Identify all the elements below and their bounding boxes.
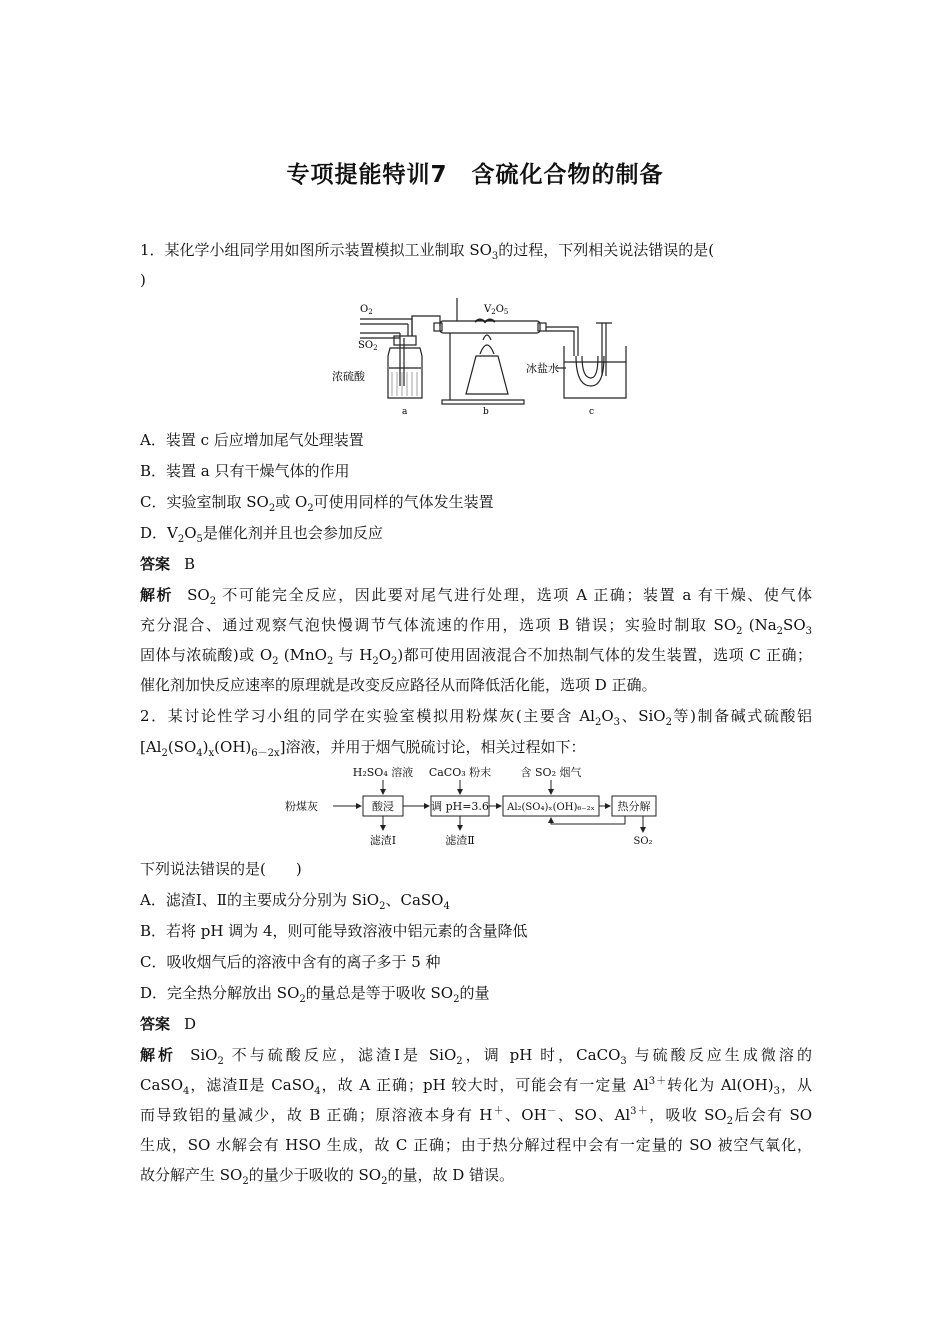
svg-text:冰盐水: 冰盐水: [526, 362, 559, 375]
q2-answer: 答案 D: [140, 1015, 197, 1033]
svg-text:Al₂(SO₄)ₓ(OH)₆₋₂ₓ: Al₂(SO₄)ₓ(OH)₆₋₂ₓ: [507, 802, 595, 813]
q2-flowchart: [285, 764, 665, 852]
q2-analysis-line5: 故分解产生 $SO_2$的量少于吸收的 $SO_2$的量，故 D 错误。: [140, 1166, 515, 1187]
q1-analysis-line1: 解析 $SO_2$ 不可能完全反应，因此要对尾气进行处理，选项 A 正确；装置 a 有干燥、使气体: [140, 586, 812, 607]
svg-text:含 SO₂ 烟气: 含 SO₂ 烟气: [520, 766, 582, 779]
q1-answer: 答案 B: [140, 555, 196, 573]
q2-option-a: A．滤渣Ⅰ、Ⅱ的主要成分分别为 SiO$_2$、CaSO$_4$: [140, 891, 450, 912]
q1-analysis-line2: 充分混合、通过观察气泡快慢调节气体流速的作用，选项 B 错误；实验时制取 $SO_2$ ($Na_2SO_3$: [140, 616, 812, 637]
q1-apparatus-figure: [330, 296, 630, 418]
svg-text:调 pH=3.6: 调 pH=3.6: [431, 800, 489, 813]
q1-stem-line1: 1．某化学小组同学用如图所示装置模拟工业制取 $SO_3$的过程，下列相关说法错误的是(: [140, 241, 715, 262]
svg-text:滤渣Ⅰ: 滤渣Ⅰ: [369, 834, 397, 847]
q1-option-d: D．$V_2O_5$是催化剂并且也会参加反应: [140, 524, 383, 545]
svg-text:O2: $O_2$: [360, 304, 373, 316]
q2-analysis-line2: CaSO$_4$，滤渣Ⅱ是 CaSO$_4$，故 A 正确；pH 较大时，可能会有一定量 $Al^{3+}$转化为 $Al(OH)_3$，从: [140, 1076, 812, 1097]
q2-option-b: B．若将 pH 调为 4，则可能导致溶液中铝元素的含量降低: [140, 922, 528, 940]
q2-option-d: D．完全热分解放出 $SO_2$的量总是等于吸收 $SO_2$的量: [140, 984, 490, 1005]
q2-analysis-line1: 解析 SiO$_2$ 不与硫酸反应，滤渣Ⅰ是 SiO$_2$，调 pH 时，CaCO$_3$ 与硫酸反应生成微溶的: [140, 1046, 812, 1067]
svg-text:热分解: 热分解: [617, 800, 651, 813]
q2-analysis-line4: 生成，SO 水解会有 HSO 生成，故 C 正确；由于热分解过程中会有一定量的 SO 被空气氧化，: [140, 1136, 812, 1154]
q2-analysis-line3: 而导致铝的量减少，故 B 正确；原溶液本身有 H＋、OH－、SO、$Al^{3+}$，吸收 $SO_2$后会有 SO: [140, 1106, 813, 1127]
svg-text:滤渣Ⅱ: 滤渣Ⅱ: [445, 834, 475, 847]
svg-text:CaCO₃ 粉末: CaCO₃ 粉末: [428, 766, 492, 779]
svg-text:酸浸: 酸浸: [372, 800, 394, 813]
q1-option-c: C．实验室制取 $SO_2$或 $O_2$可使用同样的气体发生装置: [140, 493, 494, 514]
svg-text:浓硫酸: 浓硫酸: [332, 370, 365, 383]
svg-text:c: c: [589, 407, 595, 417]
svg-text:a: a: [402, 407, 408, 417]
svg-text:SO₂: SO₂: [633, 836, 653, 847]
q1-analysis-line4: 催化剂加快反应速率的原理就是改变反应路径从而降低活化能，选项 D 正确。: [140, 676, 657, 694]
q1-analysis-line3: 固体与浓硫酸)或 $O_2$ (MnO$_2$ 与 $H_2O_2$)都可使用固液混合不加热制气体的发生装置，选项 C 正确；: [140, 646, 812, 667]
q2-option-c: C．吸收烟气后的溶液中含有的离子多于 5 种: [140, 953, 441, 971]
svg-text:粉煤灰: 粉煤灰: [285, 800, 318, 813]
svg-text:b: b: [483, 407, 489, 417]
q2-ask: 下列说法错误的是( ): [140, 860, 302, 878]
svg-text:SO2: $SO_2$: [358, 340, 378, 352]
q1-stem-line2: ): [140, 271, 146, 289]
q1-option-b: B．装置 a 只有干燥气体的作用: [140, 462, 350, 480]
svg-text:V2O5: $V_2O_5$: [484, 304, 509, 316]
q2-stem-line1: 2．某讨论性学习小组的同学在实验室模拟用粉煤灰(主要含 $Al_2O_3$、SiO$_2$等)制备碱式硫酸铝: [140, 707, 813, 728]
svg-text:H₂SO₄ 溶液: H₂SO₄ 溶液: [352, 766, 414, 779]
page-title: 专项提能特训7 含硫化合物的制备: [286, 162, 664, 188]
q2-stem-line2: $[Al_2(SO_4)_x(OH)_{6-2x}]$溶液，并用于烟气脱硫讨论，相关过程如下：: [140, 738, 586, 759]
q1-option-a: A．装置 c 后应增加尾气处理装置: [140, 431, 364, 449]
